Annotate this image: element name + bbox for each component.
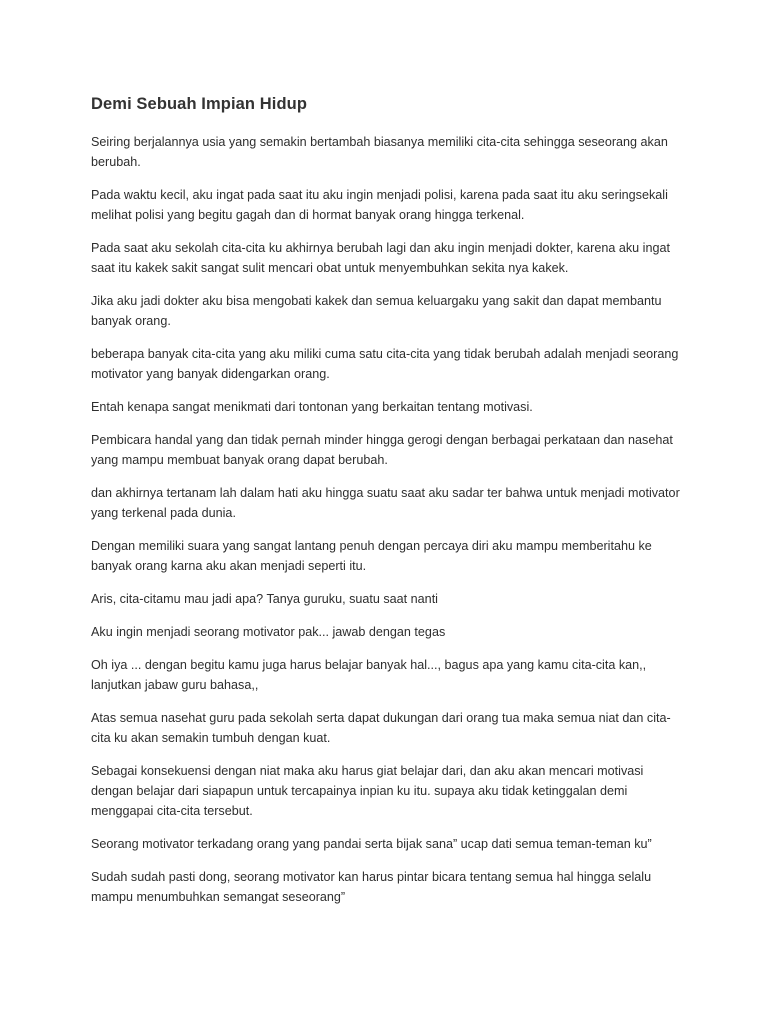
paragraph: Oh iya ... dengan begitu kamu juga harus belajar banyak hal..., bagus apa yang kamu cita-cita kan,, lanjutkan jabaw guru bahasa,, <box>91 658 647 692</box>
document-title: Demi Sebuah Impian Hidup <box>91 95 308 113</box>
paragraph: Pada waktu kecil, aku ingat pada saat itu aku ingin menjadi polisi, karena pada saat itu aku seringsekali melihat polisi yang begitu gagah dan di hormat banyak orang hingga terkenal. <box>91 188 668 222</box>
paragraph: beberapa banyak cita-cita yang aku miliki cuma satu cita-cita yang tidak berubah adalah menjadi seorang motivator yang banyak didengarkan orang. <box>91 347 679 381</box>
paragraph: Aku ingin menjadi seorang motivator pak... jawab dengan tegas <box>91 625 446 639</box>
paragraph: Aris, cita-citamu mau jadi apa? Tanya guruku, suatu saat nanti <box>91 592 438 606</box>
paragraph: Entah kenapa sangat menikmati dari tontonan yang berkaitan tentang motivasi. <box>91 400 533 414</box>
paragraph: Dengan memiliki suara yang sangat lantang penuh dengan percaya diri aku mampu memberitahu ke banyak orang karna aku akan menjadi seperti itu. <box>91 539 652 573</box>
paragraph: Atas semua nasehat guru pada sekolah serta dapat dukungan dari orang tua maka semua niat dan cita-cita ku akan semakin tumbuh dengan kuat. <box>91 711 671 745</box>
paragraph: dan akhirnya tertanam lah dalam hati aku hingga suatu saat aku sadar ter bahwa untuk menjadi motivator yang terkenal pada dunia. <box>91 486 680 520</box>
paragraph: Jika aku jadi dokter aku bisa mengobati kakek dan semua keluargaku yang sakit dan dapat membantu banyak orang. <box>91 294 662 328</box>
document-body <box>91 92 681 920</box>
paragraph: Sudah sudah pasti dong, seorang motivator kan harus pintar bicara tentang semua hal hingga selalu mampu menumbuhkan semangat seseorang” <box>91 870 652 904</box>
paragraph: Pembicara handal yang dan tidak pernah minder hingga gerogi dengan berbagai perkataan dan nasehat yang mampu membuat banyak orang dapat berubah. <box>91 433 673 467</box>
paragraph: Seiring berjalannya usia yang semakin bertambah biasanya memiliki cita-cita sehingga seseorang akan berubah. <box>91 135 668 169</box>
paragraph: Pada saat aku sekolah cita-cita ku akhirnya berubah lagi dan aku ingin menjadi dokter, karena aku ingat saat itu kakek sakit sangat sulit mencari obat untuk menyembuhkan sekita nya kakek. <box>91 241 670 275</box>
paragraph: Seorang motivator terkadang orang yang pandai serta bijak sana” ucap dati semua teman-teman ku” <box>91 837 652 851</box>
paragraph: Sebagai konsekuensi dengan niat maka aku harus giat belajar dari, dan aku akan mencari motivasi dengan belajar dari siapapun untuk tercapainya inpian ku itu. supaya aku tidak ketinggalan demi menggapai cita-cita tersebut. <box>91 764 644 818</box>
